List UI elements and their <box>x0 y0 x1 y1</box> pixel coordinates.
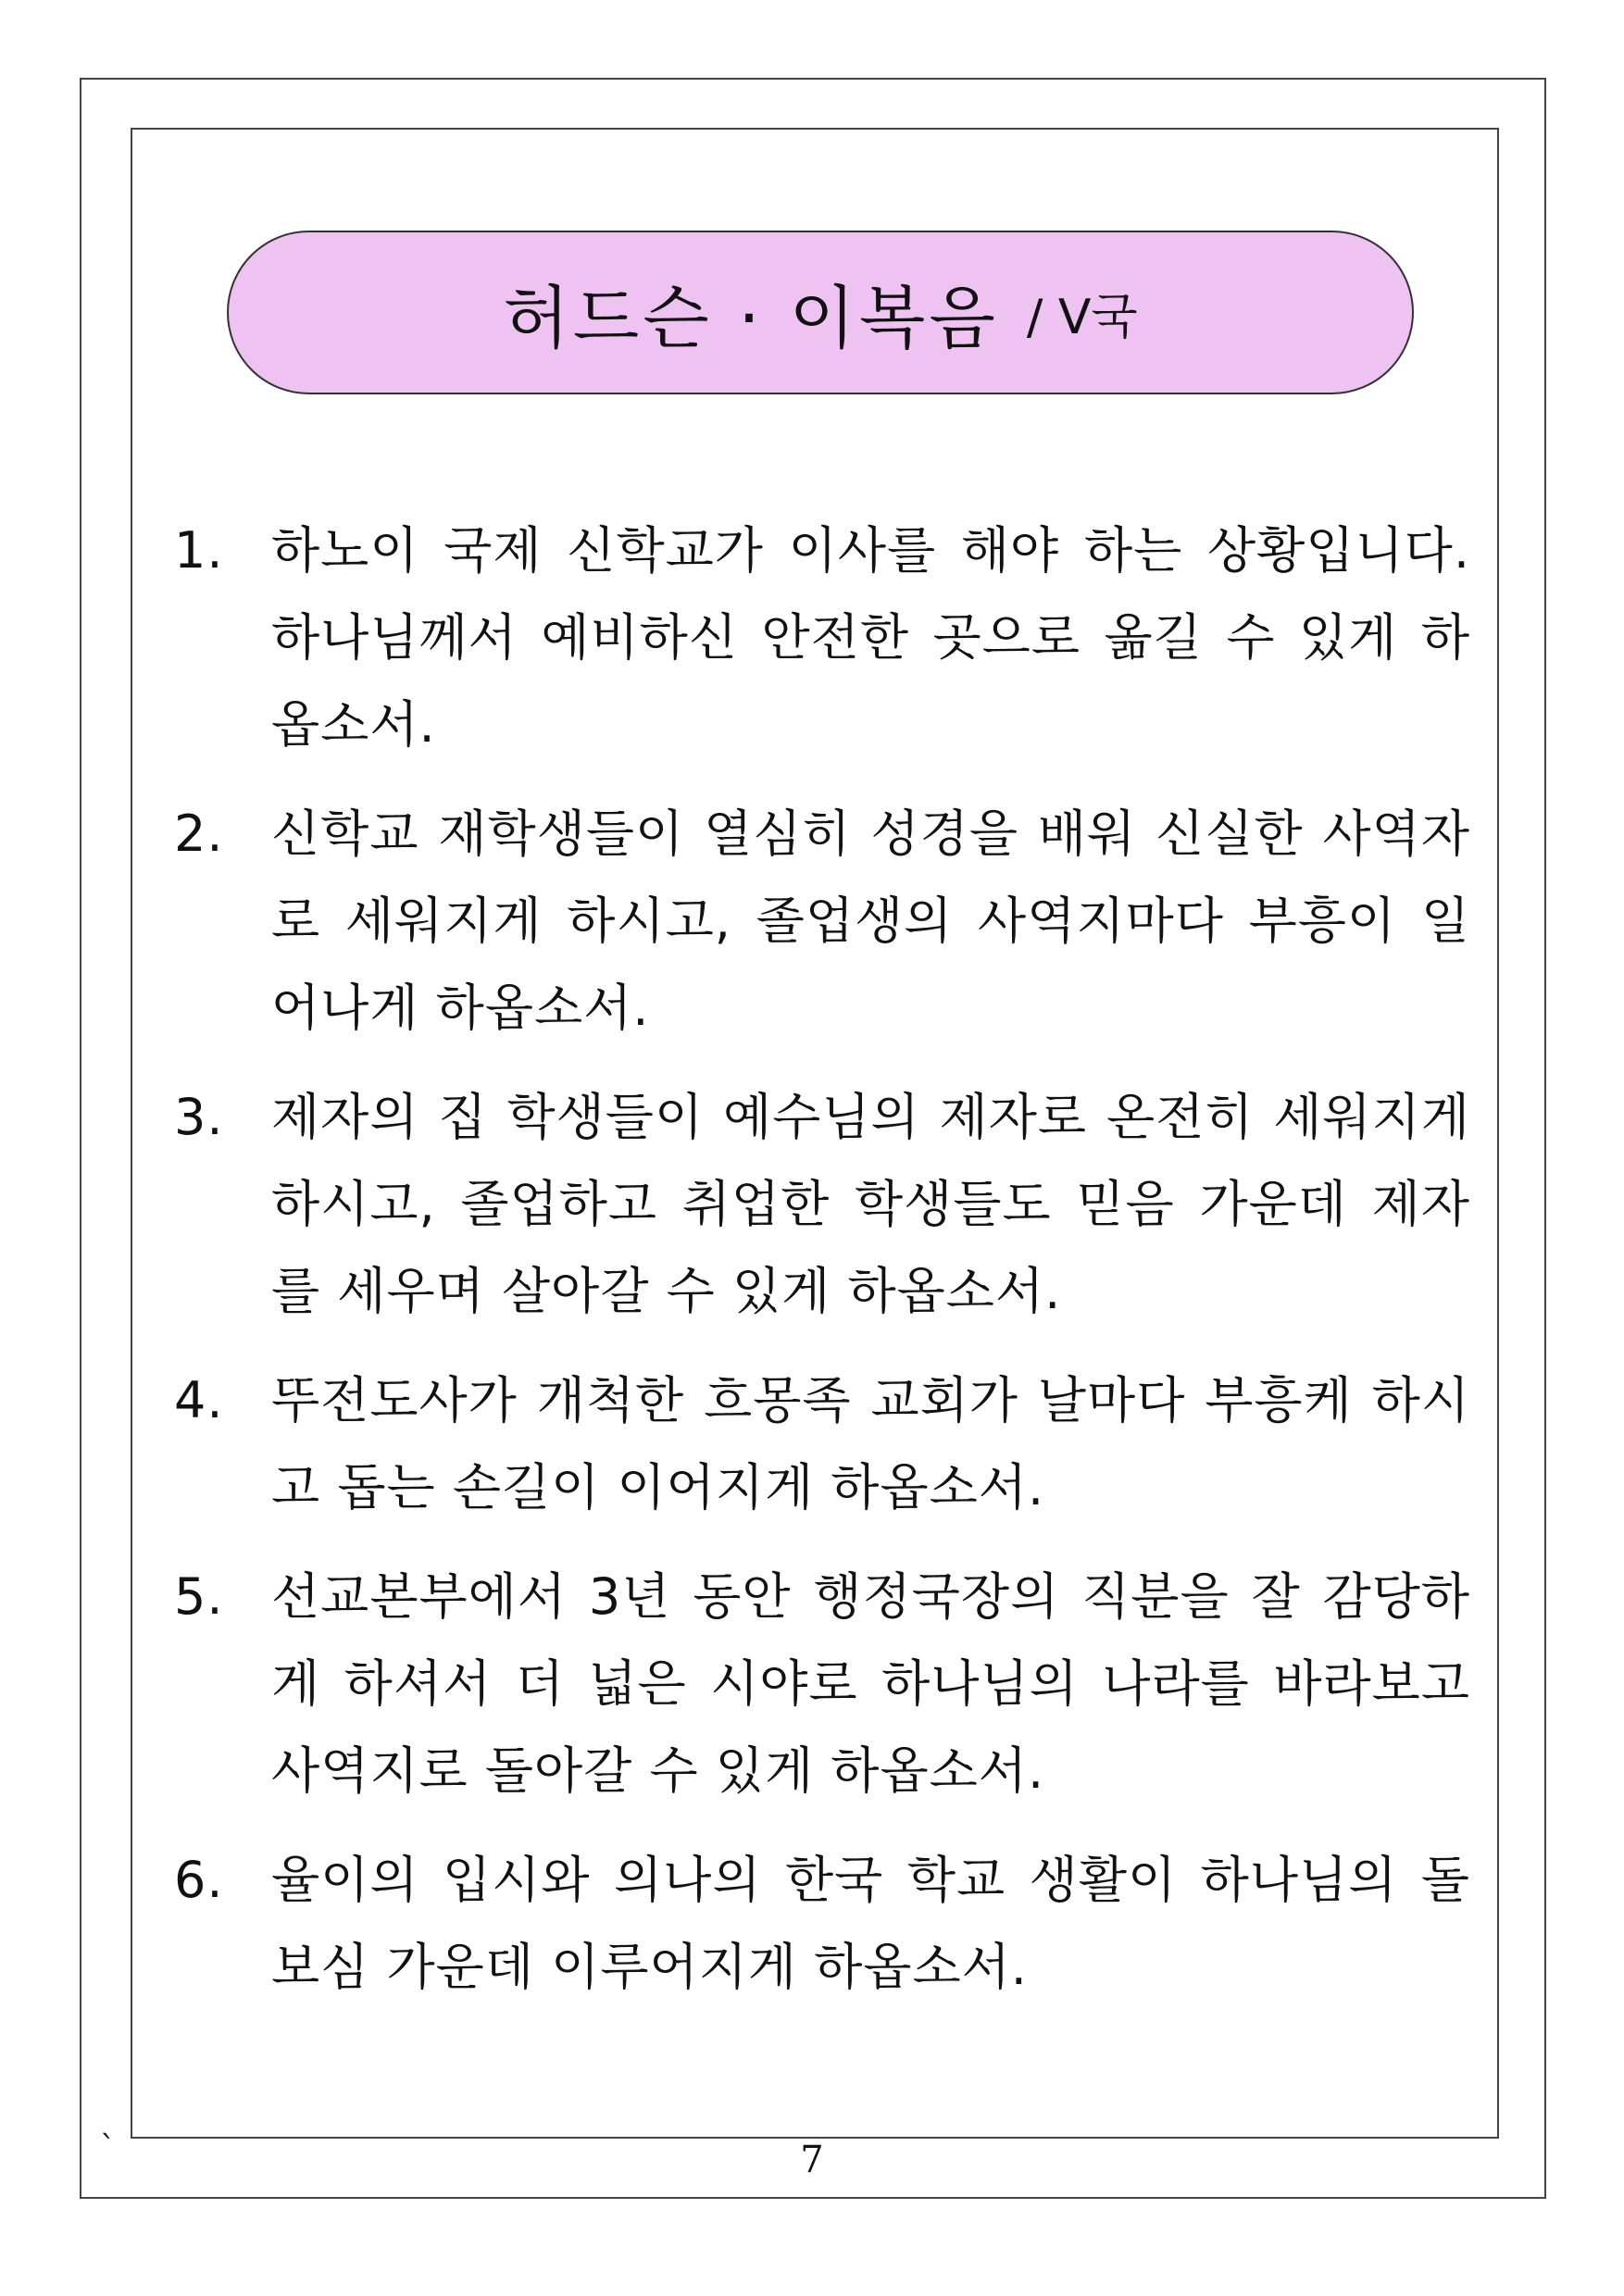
prayer-item <box>174 1357 1470 1531</box>
prayer-number: 2. <box>174 805 224 863</box>
prayer-text: 신학교 재학생들이 열심히 성경을 배워 신실한 사역자로 세워지게 하시고, 졸업생의 사역지마다 부흥이 일어나게 하옵소서. <box>271 805 1470 1037</box>
prayer-text: 선교본부에서 3년 동안 행정국장의 직분을 잘 감당하게 하셔서 더 넓은 시야로 하나님의 나라를 바라보고 사역지로 돌아갈 수 있게 하옵소서. <box>271 1567 1470 1800</box>
missionary-names: 허드슨 · 이복음 <box>503 278 999 358</box>
prayer-item <box>174 1837 1470 2011</box>
prayer-number: 3. <box>174 1088 224 1146</box>
prayer-item <box>174 1074 1470 1335</box>
prayer-text: 뚜전도사가 개척한 흐몽족 교회가 날마다 부흥케 하시고 돕는 손길이 이어지게 하옵소서. <box>271 1371 1470 1516</box>
prayer-number: 5. <box>174 1567 224 1626</box>
mission-country: / V국 <box>1026 290 1138 345</box>
page-number: 7 <box>800 2139 824 2181</box>
prayer-number: 6. <box>174 1851 224 1909</box>
stray-mark: ` <box>100 2129 116 2166</box>
title-banner <box>227 231 1414 394</box>
prayer-item <box>174 507 1470 768</box>
prayer-number: 1. <box>174 521 224 580</box>
prayer-text: 하노이 국제 신학교가 이사를 해야 하는 상황입니다. 하나님께서 예비하신 안전한 곳으로 옮길 수 있게 하옵소서. <box>271 521 1470 754</box>
prayer-item <box>174 1554 1470 1815</box>
prayer-text: 율이의 입시와 의나의 한국 학교 생활이 하나님의 돌보심 가운데 이루어지게 하옵소서. <box>271 1851 1470 1996</box>
prayer-list <box>174 507 1470 2033</box>
prayer-item <box>174 791 1470 1052</box>
prayer-text: 제자의 집 학생들이 예수님의 제자로 온전히 세워지게 하시고, 졸업하고 취업한 학생들도 믿음 가운데 제자를 세우며 살아갈 수 있게 하옵소서. <box>271 1088 1470 1320</box>
prayer-number: 4. <box>174 1371 224 1429</box>
